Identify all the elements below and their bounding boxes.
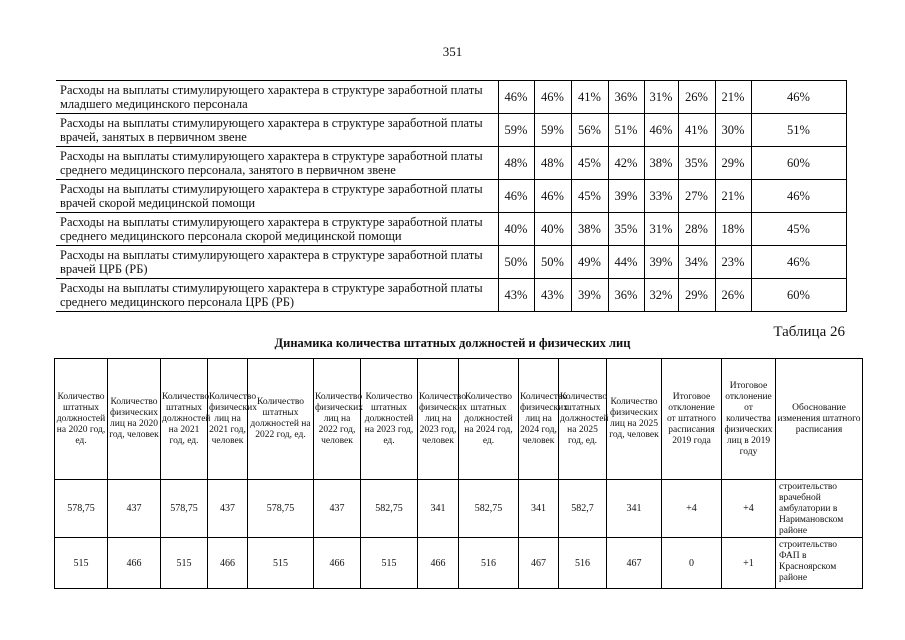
percent-cell: 46% bbox=[498, 180, 534, 213]
table-title: Динамика количества штатных должностей и физических лиц bbox=[274, 336, 631, 350]
percent-cell: 46% bbox=[751, 180, 846, 213]
percent-cell: 45% bbox=[571, 180, 608, 213]
percent-cell: 44% bbox=[608, 246, 644, 279]
percent-cell: 29% bbox=[678, 279, 715, 312]
value-cell: +4 bbox=[662, 480, 722, 538]
percent-cell: 26% bbox=[715, 279, 751, 312]
column-header: Количество физических лиц на 2025 год, человек bbox=[607, 359, 662, 480]
value-cell: 467 bbox=[519, 538, 559, 589]
value-cell: 516 bbox=[459, 538, 519, 589]
value-cell: 515 bbox=[55, 538, 108, 589]
value-cell: 437 bbox=[108, 480, 161, 538]
percent-cell: 35% bbox=[608, 213, 644, 246]
incentive-payments-table bbox=[56, 80, 847, 312]
percent-cell: 26% bbox=[678, 81, 715, 114]
percent-cell: 45% bbox=[571, 147, 608, 180]
value-cell: 516 bbox=[559, 538, 607, 589]
value-cell: 341 bbox=[519, 480, 559, 538]
value-cell: 437 bbox=[314, 480, 361, 538]
table-number: Таблица 26 bbox=[773, 324, 845, 340]
percent-cell: 21% bbox=[715, 180, 751, 213]
justification-cell: строительство врачебной амбулатории в Наримановском районе bbox=[776, 480, 863, 538]
percent-cell: 59% bbox=[498, 114, 534, 147]
percent-cell: 33% bbox=[644, 180, 678, 213]
percent-cell: 59% bbox=[534, 114, 571, 147]
column-header: Обоснование изменения штатного расписания bbox=[776, 359, 863, 480]
percent-cell: 45% bbox=[751, 213, 846, 246]
column-header: Количество штатных должностей на 2025 год, ед. bbox=[559, 359, 607, 480]
table-row bbox=[56, 81, 846, 114]
value-cell: 578,75 bbox=[161, 480, 208, 538]
row-label: Расходы на выплаты стимулирующего характера в структуре заработной платы врачей скорой медицинской помощи bbox=[56, 180, 498, 213]
percent-cell: 35% bbox=[678, 147, 715, 180]
percent-cell: 32% bbox=[644, 279, 678, 312]
percent-cell: 27% bbox=[678, 180, 715, 213]
percent-cell: 46% bbox=[751, 81, 846, 114]
percent-cell: 34% bbox=[678, 246, 715, 279]
percent-cell: 43% bbox=[498, 279, 534, 312]
column-header: Количество штатных должностей на 2022 год, ед. bbox=[248, 359, 314, 480]
percent-cell: 42% bbox=[608, 147, 644, 180]
staffing-dynamics-table bbox=[54, 358, 863, 589]
percent-cell: 36% bbox=[608, 279, 644, 312]
column-header: Итоговое отклонение от штатного расписания 2019 года bbox=[662, 359, 722, 480]
value-cell: 515 bbox=[248, 538, 314, 589]
row-label: Расходы на выплаты стимулирующего характера в структуре заработной платы врачей ЦРБ (РБ) bbox=[56, 246, 498, 279]
table-row bbox=[56, 114, 846, 147]
value-cell: 515 bbox=[361, 538, 418, 589]
value-cell: +4 bbox=[722, 480, 776, 538]
percent-cell: 60% bbox=[751, 279, 846, 312]
value-cell: 578,75 bbox=[248, 480, 314, 538]
table-row bbox=[55, 480, 863, 538]
percent-cell: 36% bbox=[608, 81, 644, 114]
percent-cell: 43% bbox=[534, 279, 571, 312]
column-header: Количество физических лиц на 2020 год, человек bbox=[108, 359, 161, 480]
column-header: Количество штатных должностей на 2023 год, ед. bbox=[361, 359, 418, 480]
row-label: Расходы на выплаты стимулирующего характера в структуре заработной платы врачей, занятых в первичном звене bbox=[56, 114, 498, 147]
percent-cell: 31% bbox=[644, 81, 678, 114]
percent-cell: 29% bbox=[715, 147, 751, 180]
value-cell: 466 bbox=[108, 538, 161, 589]
value-cell: 466 bbox=[418, 538, 459, 589]
row-label: Расходы на выплаты стимулирующего характера в структуре заработной платы среднего медицинского персонала, занятого в первичном звене bbox=[56, 147, 498, 180]
value-cell: 582,75 bbox=[361, 480, 418, 538]
column-header: Количество физических лиц на 2024 год, человек bbox=[519, 359, 559, 480]
percent-cell: 51% bbox=[608, 114, 644, 147]
percent-cell: 46% bbox=[534, 81, 571, 114]
column-header: Количество физических лиц на 2022 год, человек bbox=[314, 359, 361, 480]
percent-cell: 39% bbox=[644, 246, 678, 279]
row-label: Расходы на выплаты стимулирующего характера в структуре заработной платы младшего медицинского персонала bbox=[56, 81, 498, 114]
percent-cell: 46% bbox=[498, 81, 534, 114]
percent-cell: 40% bbox=[534, 213, 571, 246]
table-row bbox=[56, 246, 846, 279]
percent-cell: 41% bbox=[678, 114, 715, 147]
percent-cell: 50% bbox=[498, 246, 534, 279]
table-row bbox=[56, 213, 846, 246]
percent-cell: 56% bbox=[571, 114, 608, 147]
column-header: Количество штатных должностей на 2020 год, ед. bbox=[55, 359, 108, 480]
percent-cell: 49% bbox=[571, 246, 608, 279]
column-header: Итоговое отклонение от количества физических лиц в 2019 году bbox=[722, 359, 776, 480]
table-row bbox=[55, 538, 863, 589]
value-cell: 437 bbox=[208, 480, 248, 538]
value-cell: 466 bbox=[314, 538, 361, 589]
percent-cell: 38% bbox=[571, 213, 608, 246]
percent-cell: 39% bbox=[608, 180, 644, 213]
column-header: Количество физических лиц на 2021 год, человек bbox=[208, 359, 248, 480]
value-cell: +1 bbox=[722, 538, 776, 589]
value-cell: 341 bbox=[418, 480, 459, 538]
value-cell: 582,7 bbox=[559, 480, 607, 538]
table-row bbox=[56, 279, 846, 312]
row-label: Расходы на выплаты стимулирующего характера в структуре заработной платы среднего медицинского персонала ЦРБ (РБ) bbox=[56, 279, 498, 312]
value-cell: 582,75 bbox=[459, 480, 519, 538]
row-label: Расходы на выплаты стимулирующего характера в структуре заработной платы среднего медицинского персонала скорой медицинской помощи bbox=[56, 213, 498, 246]
value-cell: 578,75 bbox=[55, 480, 108, 538]
value-cell: 341 bbox=[607, 480, 662, 538]
percent-cell: 60% bbox=[751, 147, 846, 180]
percent-cell: 41% bbox=[571, 81, 608, 114]
percent-cell: 38% bbox=[644, 147, 678, 180]
percent-cell: 23% bbox=[715, 246, 751, 279]
value-cell: 466 bbox=[208, 538, 248, 589]
percent-cell: 18% bbox=[715, 213, 751, 246]
percent-cell: 48% bbox=[498, 147, 534, 180]
percent-cell: 50% bbox=[534, 246, 571, 279]
percent-cell: 46% bbox=[751, 246, 846, 279]
percent-cell: 39% bbox=[571, 279, 608, 312]
percent-cell: 30% bbox=[715, 114, 751, 147]
percent-cell: 40% bbox=[498, 213, 534, 246]
percent-cell: 48% bbox=[534, 147, 571, 180]
justification-cell: строительство ФАП в Красноярском районе bbox=[776, 538, 863, 589]
value-cell: 0 bbox=[662, 538, 722, 589]
percent-cell: 46% bbox=[644, 114, 678, 147]
value-cell: 515 bbox=[161, 538, 208, 589]
column-header: Количество штатных должностей на 2024 год, ед. bbox=[459, 359, 519, 480]
table-row bbox=[56, 180, 846, 213]
percent-cell: 31% bbox=[644, 213, 678, 246]
value-cell: 467 bbox=[607, 538, 662, 589]
column-header: Количество штатных должностей на 2021 год, ед. bbox=[161, 359, 208, 480]
percent-cell: 51% bbox=[751, 114, 846, 147]
page-number: 351 bbox=[442, 44, 463, 59]
table-row bbox=[56, 147, 846, 180]
percent-cell: 28% bbox=[678, 213, 715, 246]
percent-cell: 46% bbox=[534, 180, 571, 213]
percent-cell: 21% bbox=[715, 81, 751, 114]
column-header: Количество физических лиц на 2023 год, человек bbox=[418, 359, 459, 480]
